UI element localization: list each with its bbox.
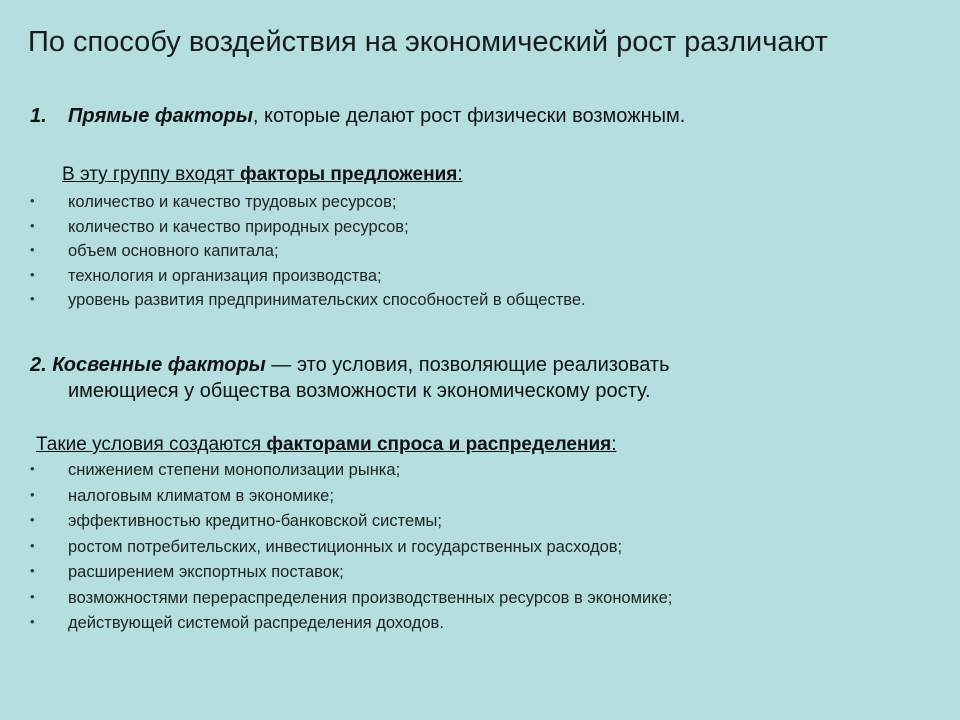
list-item: • расширением экспортных поставок; [30,563,344,581]
bullet-icon: • [30,537,35,553]
factor-1-description: , которые делают рост физически возможным. [252,105,686,127]
group-1-suffix: : [457,164,463,185]
supply-factors-list [30,193,586,316]
list-item: • ростом потребительских, инвестиционных и государственных расходов; [30,537,623,556]
factor-2-heading [30,352,670,404]
slide-title: По способу воздействия на экономический рост различают [28,26,828,58]
bullet-icon: • [30,242,35,257]
factor-2-name: Косвенные факторы [52,354,266,376]
group-2-bold: факторами спроса и распределения [266,434,612,455]
bullet-icon: • [30,512,35,527]
bullet-icon: • [30,486,35,502]
group-2-suffix: : [611,434,617,455]
group-2-intro [36,434,617,456]
group-1-prefix: В эту группу входят [62,164,240,185]
factor-2-description-line-1: — это условия, позволяющие реализовать [265,354,670,376]
bullet-icon: • [30,193,35,208]
list-item: • действующей системой распределения доходов. [30,614,444,632]
factor-1-name: Прямые факторы [68,105,253,127]
demand-distribution-factors-list [30,461,673,640]
bullet-icon: • [30,588,35,604]
factor-2-number: 2. [30,354,47,376]
list-item: • количество и качество природных ресурсов; [30,217,409,236]
group-1-bold: факторы предложения [239,164,458,185]
list-item: • количество и качество трудовых ресурсов; [30,193,397,211]
group-1-intro [62,164,463,186]
list-item: • уровень развития предпринимательских способностей в обществе. [30,291,586,309]
bullet-icon: • [30,461,35,476]
list-item: • возможностями перераспределения производственных ресурсов в экономике; [30,588,673,607]
bullet-icon: • [30,266,35,282]
group-2-prefix: Такие условия создаются [36,434,267,455]
bullet-icon: • [30,614,35,629]
list-item: • технология и организация производства; [30,266,382,285]
list-item: • снижением степени монополизации рынка; [30,461,401,479]
factor-1-heading [30,105,685,128]
bullet-icon: • [30,291,35,306]
list-item: • объем основного капитала; [30,242,279,260]
list-item: • налоговым климатом в экономике; [30,486,334,505]
bullet-icon: • [30,563,35,578]
list-item: • эффективностью кредитно-банковской системы; [30,512,442,530]
factor-1-number: 1. [30,105,47,127]
bullet-icon: • [30,217,35,233]
factor-2-description-line-2: имеющиеся у общества возможности к экономическому росту. [68,380,651,402]
